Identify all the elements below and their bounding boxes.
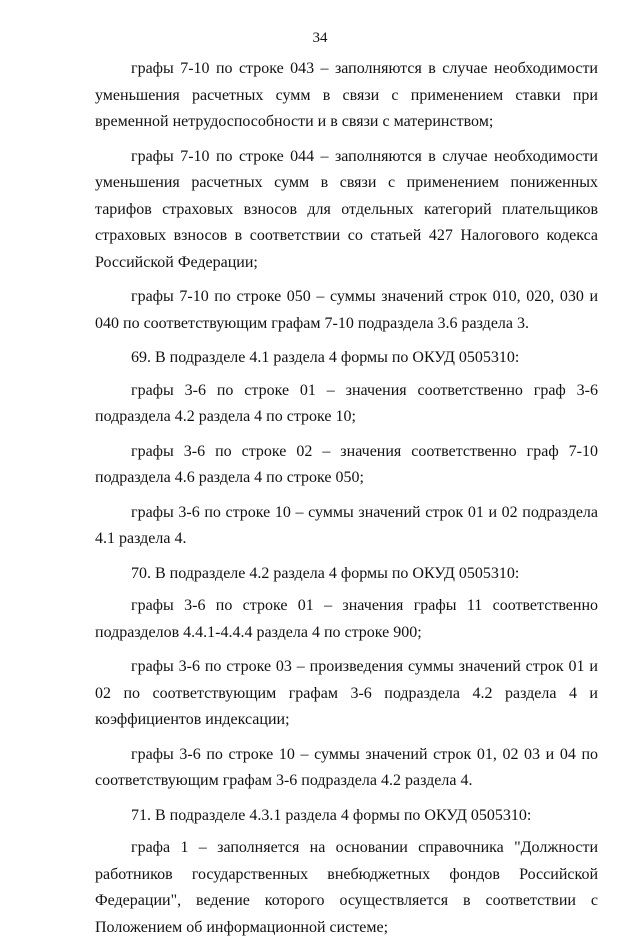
paragraph-4-2-row-01: графы 3-6 по строке 01 – значения графы 11 соответственно подразделов 4.4.1-4.4.4 раздела 4 по строке 900; (95, 597, 598, 641)
paragraph-line-043: графы 7-10 по строке 043 – заполняются в случае необходимости уменьшения расчетных сумм в связи с применением ставки при временной нетрудоспособности и в связи с материнством; (95, 60, 598, 130)
page-number: 34 (312, 30, 328, 46)
paragraph-4-1-row-10: графы 3-6 по строке 10 – суммы значений строк 01 и 02 подраздела 4.1 раздела 4. (95, 503, 598, 547)
document-body (95, 56, 598, 949)
paragraph-4-2-row-03: графы 3-6 по строке 03 – произведения суммы значений строк 01 и 02 по соответствующим графам 3-6 подраздела 4.2 раздела 4 и коэффициентов индексации; (95, 658, 598, 728)
paragraph-4-2-row-10: графы 3-6 по строке 10 – суммы значений строк 01, 02 03 и 04 по соответствующим графам 3-6 подраздела 4.2 раздела 4. (95, 745, 598, 789)
paragraph-line-050: графы 7-10 по строке 050 – суммы значений строк 010, 020, 030 и 040 по соответствующим графам 7-10 подраздела 3.6 раздела 3. (95, 288, 598, 332)
clause-70-heading: 70. В подразделе 4.2 раздела 4 формы по ОКУД 0505310: (131, 564, 520, 582)
clause-69-heading: 69. В подразделе 4.1 раздела 4 формы по ОКУД 0505310: (131, 349, 520, 366)
paragraph-4-3-1-column-1: графа 1 – заполняется на основании справочника "Должности работников государственных внебюджетных фондов Российской Федерации", ведение которого осуществляется в соответствии с Положением об информационной системе; (95, 839, 598, 936)
paragraph-line-044: графы 7-10 по строке 044 – заполняются в случае необходимости уменьшения расчетных сумм в связи с применением пониженных тарифов страховых взносов для отдельных категорий плательщиков страховых взносов в соответствии со статьей 427 Налогового кодекса Российской Федерации; (95, 147, 598, 271)
paragraph-4-1-row-01: графы 3-6 по строке 01 – значения соответственно граф 3-6 подраздела 4.2 раздела 4 по строке 10; (95, 381, 598, 425)
clause-71-heading: 71. В подразделе 4.3.1 раздела 4 формы по ОКУД 0505310: (131, 806, 532, 824)
paragraph-4-1-row-02: графы 3-6 по строке 02 – значения соответственно граф 7-10 подраздела 4.6 раздела 4 по строке 050; (95, 442, 598, 486)
